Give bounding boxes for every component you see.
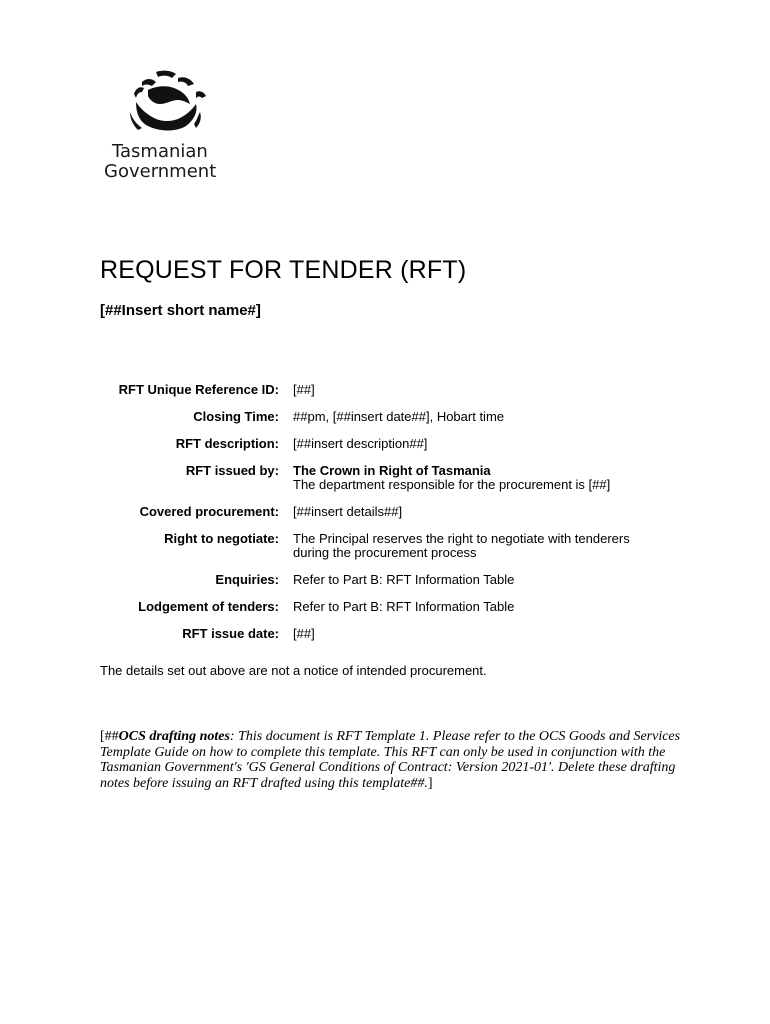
detail-value: [##] [293,382,315,397]
detail-value: Refer to Part B: RFT Information Table [293,599,515,614]
logo-text-line2: Government [104,161,217,182]
detail-row-closing-time [100,410,700,424]
detail-value: [##insert description##] [293,436,428,451]
detail-row-enquiries [100,573,700,587]
detail-value: ##pm, [##insert date##], Hobart time [293,409,505,424]
drafting-heading: OCS drafting notes [118,729,230,744]
detail-label: RFT issue date: [182,626,279,641]
detail-row-right-to-negotiate [100,532,700,560]
rft-details-table [100,383,700,654]
detail-label: Enquiries: [215,572,279,587]
document-subtitle: [##Insert short name#] [100,302,261,319]
detail-label: Closing Time: [193,409,279,424]
detail-row-lodgement [100,600,700,614]
detail-row-issued-by [100,464,700,492]
drafting-close: ] [427,775,433,791]
detail-value: Refer to Part B: RFT Information Table [293,572,515,587]
detail-label: RFT Unique Reference ID: [118,382,279,397]
detail-value: [##insert details##] [293,504,403,519]
issuer-department: The department responsible for the procurement is [##] [293,477,611,492]
drafting-open: [## [100,729,119,744]
detail-label: RFT description: [175,436,279,451]
procurement-notice: The details set out above are not a notice of intended procurement. [100,663,487,678]
tasmanian-government-logo [100,68,240,186]
drafting-notes [100,729,700,791]
issuer-name: The Crown in Right of Tasmania [293,463,491,478]
document-title: REQUEST FOR TENDER (RFT) [100,256,467,284]
detail-value [279,532,700,560]
negotiate-line1: The Principal reserves the right to negotiate with tenderers [293,531,630,546]
detail-value: [##] [293,626,315,641]
detail-row-issue-date [100,627,700,641]
detail-label: Right to negotiate: [164,531,279,546]
detail-label: Covered procurement: [139,504,279,519]
detail-value [279,464,700,492]
detail-row-description [100,437,700,451]
logo-text-line1: Tasmanian [112,141,208,162]
detail-label: Lodgement of tenders: [138,599,279,614]
thylacine-emblem-icon [126,68,210,138]
negotiate-line2: during the procurement process [293,545,477,560]
drafting-body: : This document is RFT Template 1. Please refer to the OCS Goods and Services Template Guide on how to complete this template. This RFT can only be used in conjunction with the Tasmanian Government's 'GS General Conditions of Contract: Version 2021-01'. Delete these drafting notes before issuing an RFT drafted using this template##. [100,729,681,791]
detail-row-reference-id [100,383,700,397]
detail-row-covered-procurement [100,505,700,519]
detail-label: RFT issued by: [185,463,279,478]
